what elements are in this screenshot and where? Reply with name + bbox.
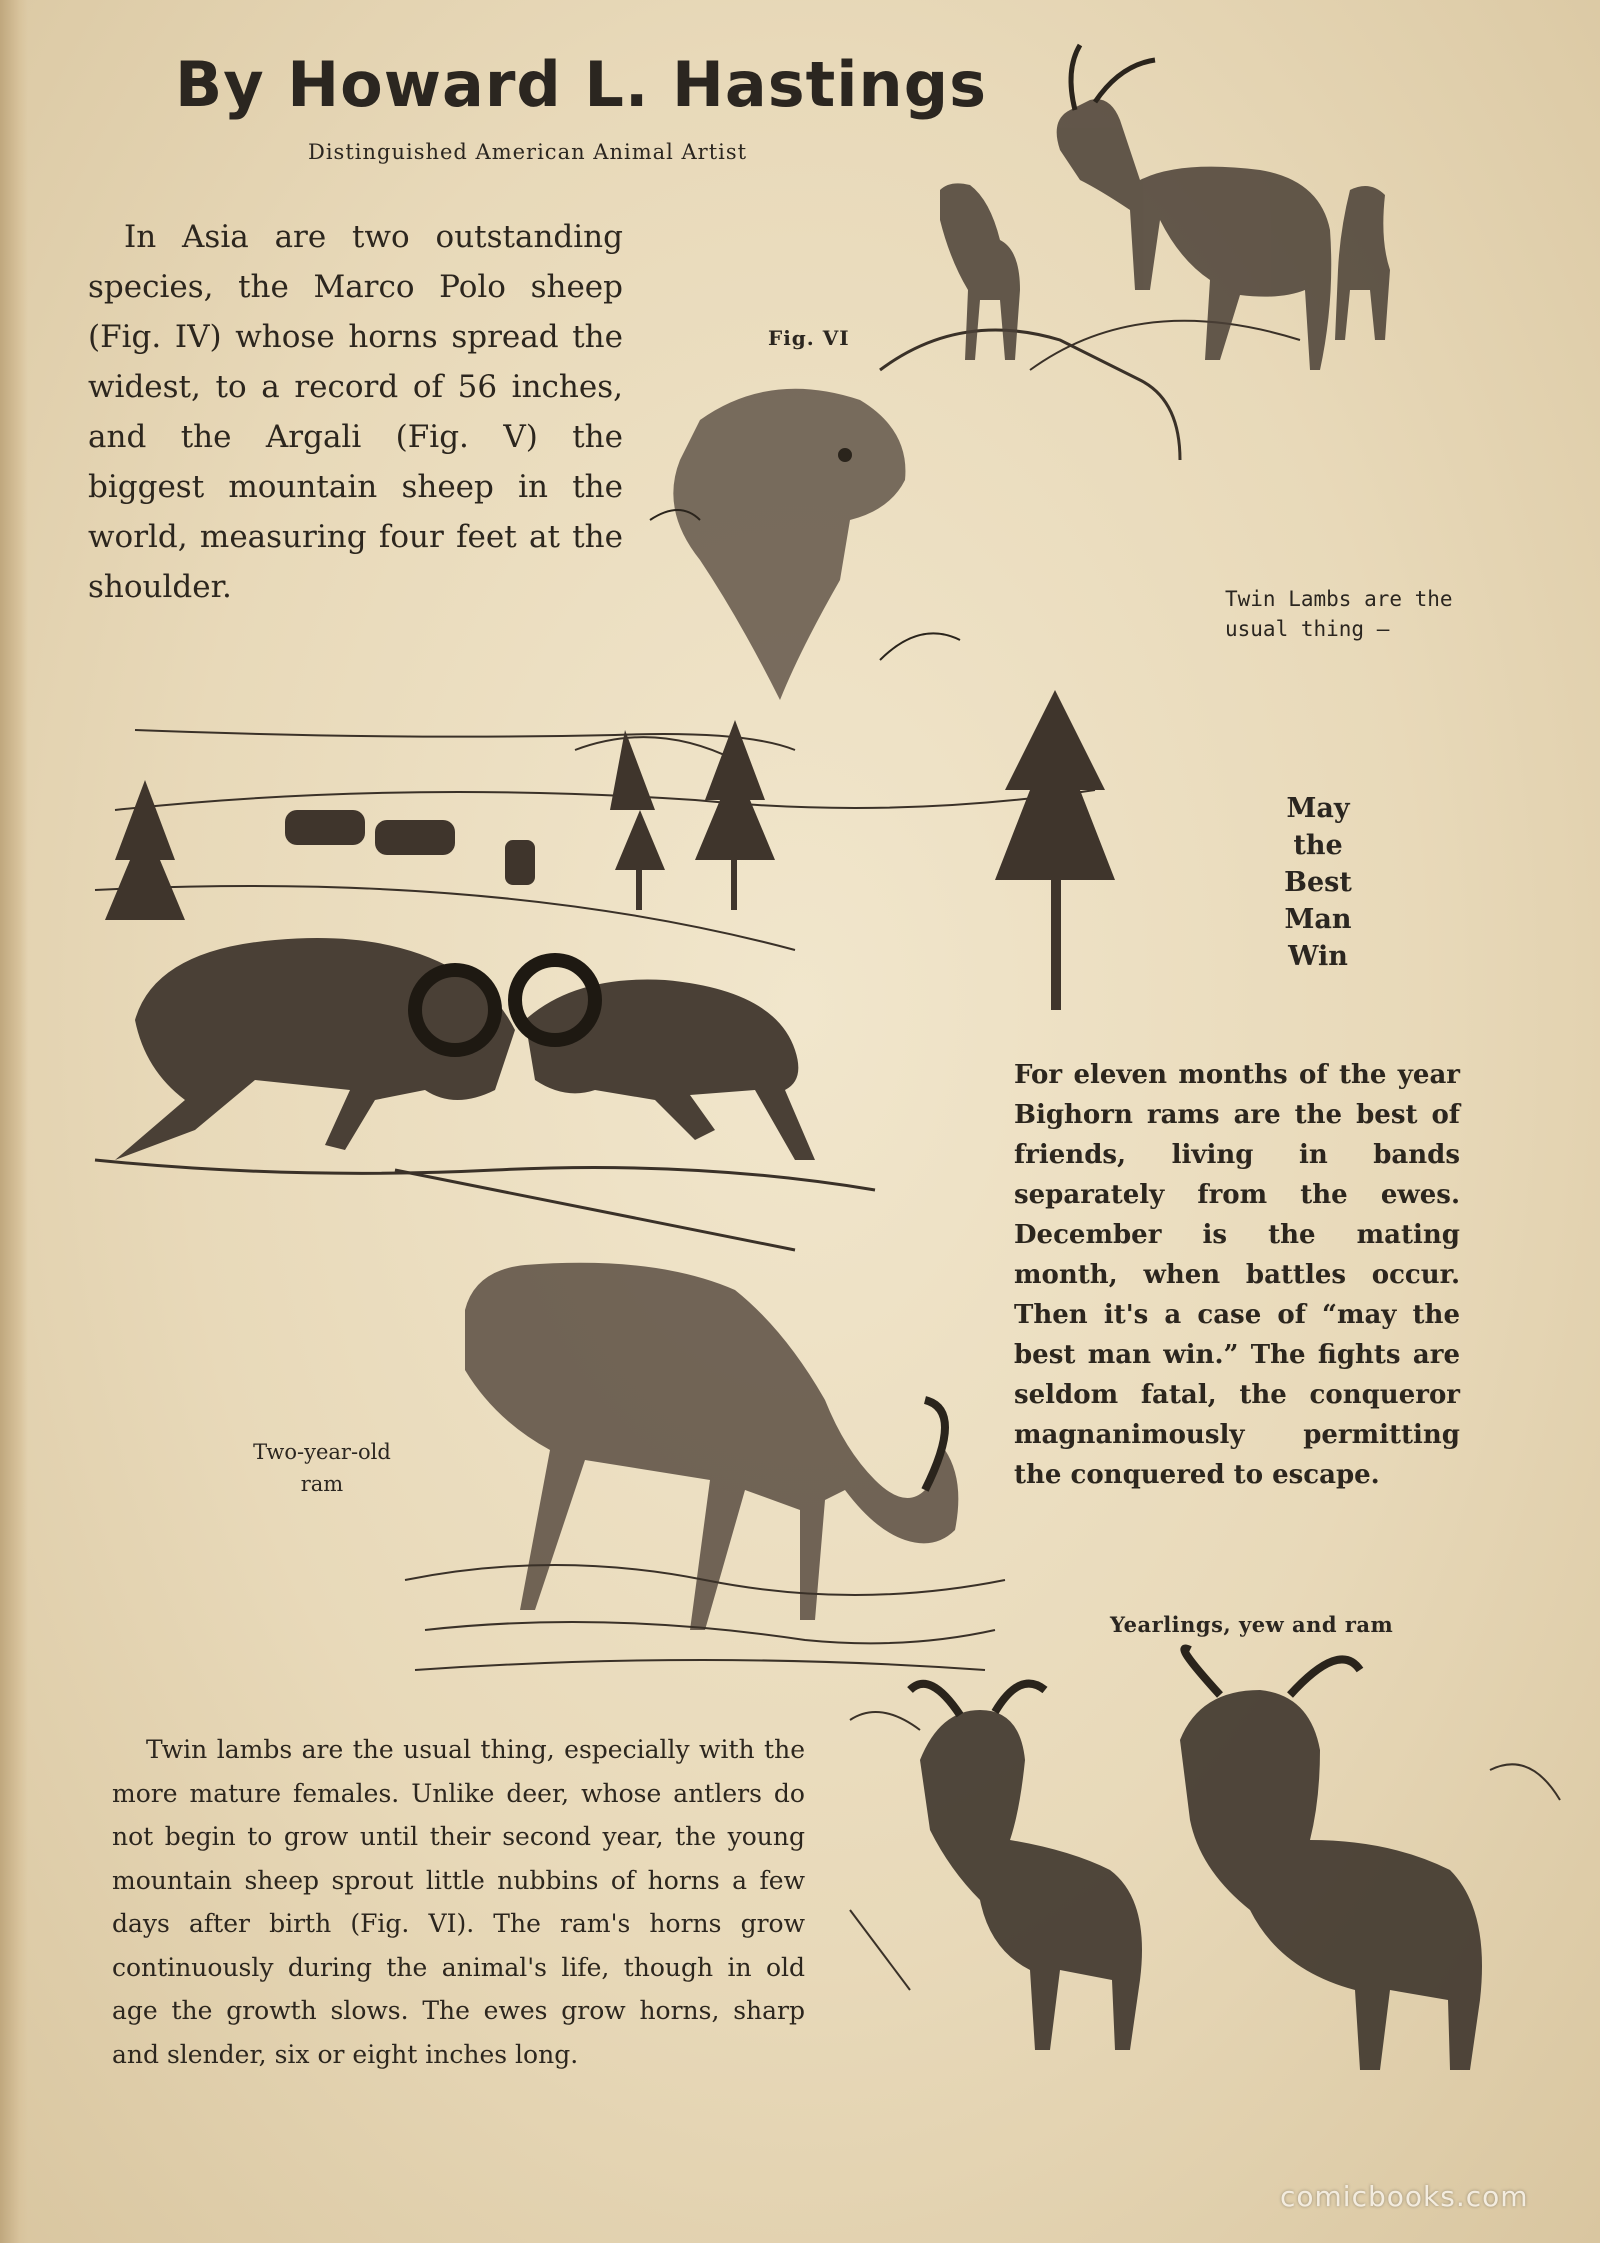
author-subtitle: Distinguished American Animal Artist	[308, 140, 748, 164]
site-watermark: comicbooks.com	[1280, 2180, 1529, 2213]
intro-paragraph: In Asia are two outstanding species, the Marco Polo sheep (Fig. IV) whose horns spread the widest, to a record of 56 inches, and the Argali (Fig. V) the biggest mountain sheep in the world, measuring four feet at the shoulder.	[88, 219, 623, 605]
twin-lambs-caption: Twin Lambs are the usual thing —	[1225, 587, 1453, 641]
yearlings-illustration	[850, 1650, 1570, 2080]
bighorn-paragraph: For eleven months of the year Bighorn rams are the best of friends, living in bands separately from the ewes. December is the mating month, when battles occur. Then it's a case of “may the best man win.” The fights are seldom fatal, the conqueror magnanimously permitting the conquered to escape.	[1014, 1060, 1460, 1490]
article-title: By Howard L. Hastings	[175, 48, 987, 121]
may-best-man-win-caption: May the Best Man Win	[1284, 793, 1352, 972]
binding-edge	[0, 0, 28, 2243]
yearlings-caption: Yearlings, yew and ram	[1110, 1612, 1394, 1637]
twin-lambs-paragraph: Twin lambs are the usual thing, especially with the more mature females. Unlike deer, whose antlers do not begin to grow until their second year, the young mountain sheep sprout little nubbins of horns a few days after birth (Fig. VI). The ram's horns grow continuously during the animal's life, though in old age the growth slows. The ewes grow horns, sharp and slender, six or eight inches long.	[112, 1735, 805, 2069]
lamb-head-illustration	[640, 360, 980, 720]
grazing-ram-illustration	[405, 1250, 1005, 1680]
two-year-old-ram-caption: Two-year-old ram	[253, 1440, 391, 1496]
figure-six-label: Fig. VI	[768, 326, 850, 350]
battling-rams-illustration	[95, 690, 1165, 1290]
